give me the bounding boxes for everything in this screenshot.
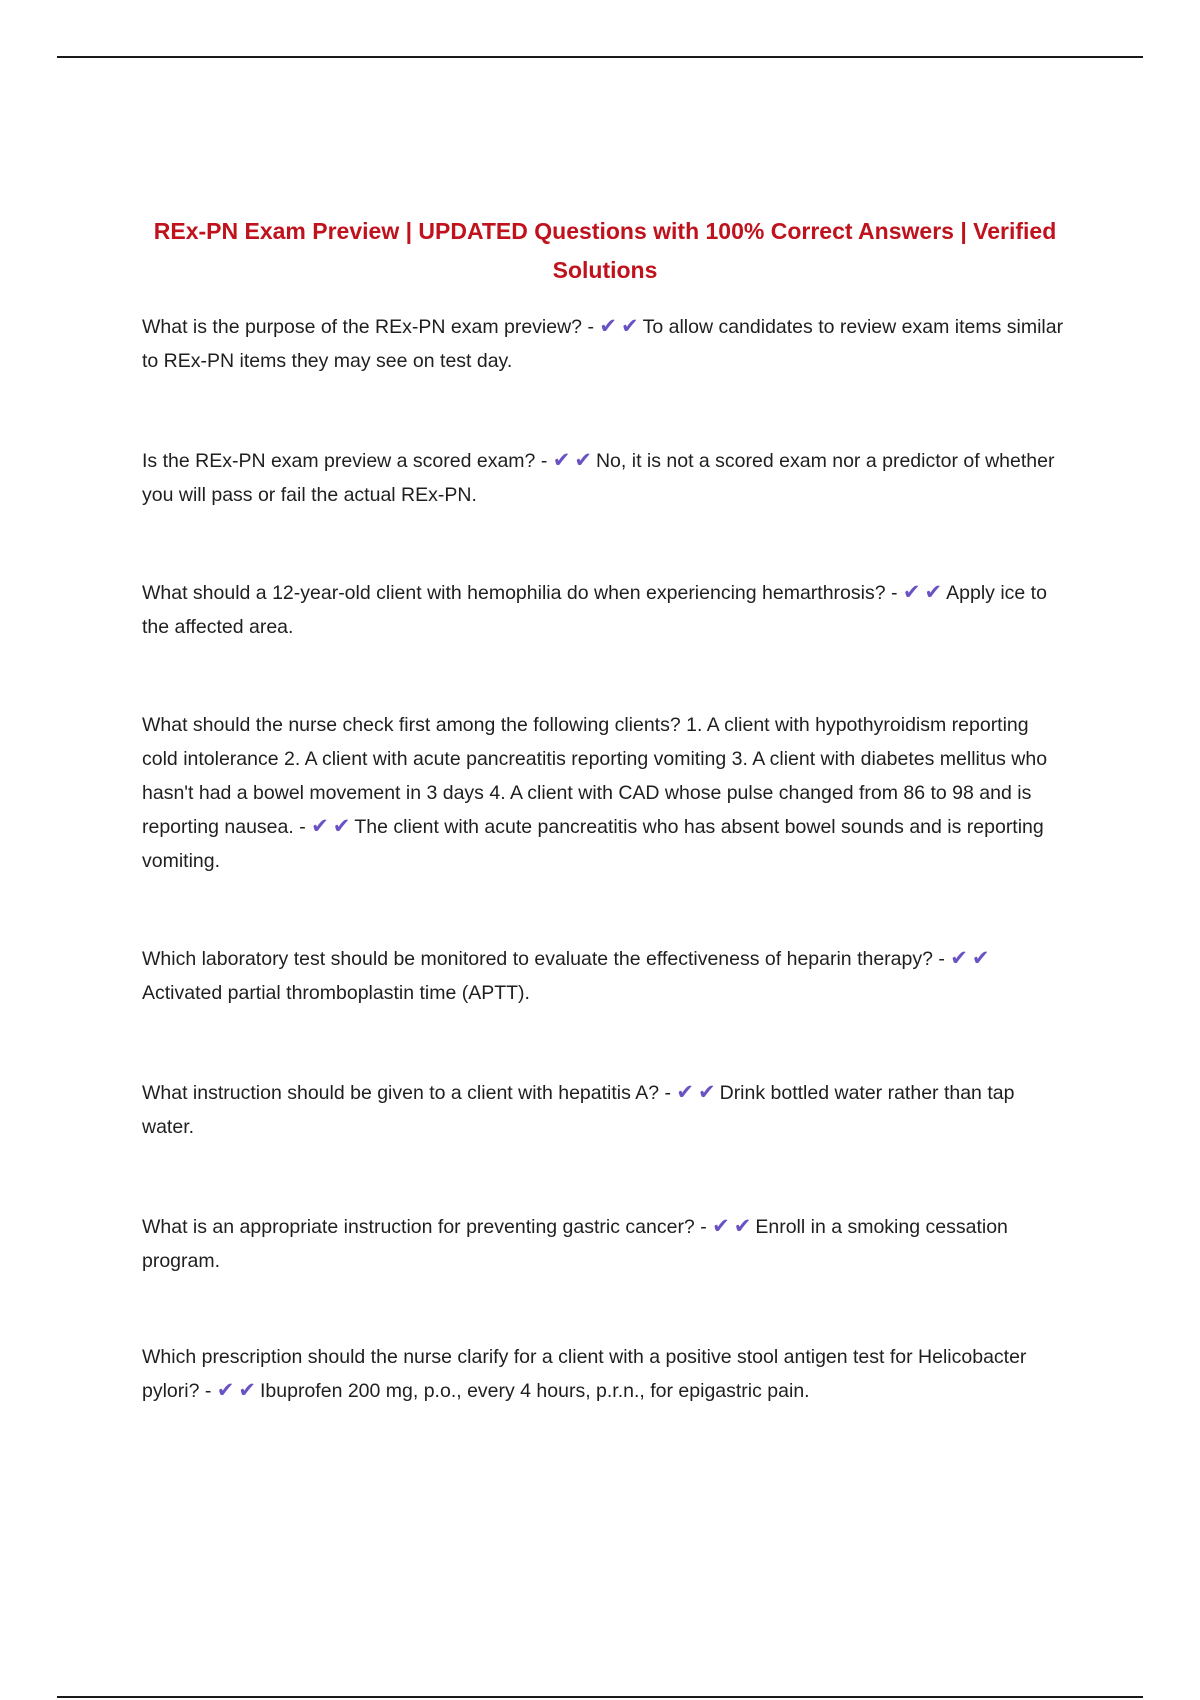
check-mark-icon: ✔ bbox=[552, 449, 571, 472]
question-text: Is the REx-PN exam preview a scored exam? bbox=[142, 450, 536, 472]
separator: - bbox=[659, 1082, 677, 1104]
separator: - bbox=[535, 450, 553, 472]
check-mark-icon: ✔ bbox=[902, 581, 921, 604]
question-text: Which prescription should the nurse clarify for a client with a positive stool antigen test for Helicobacter pylori? bbox=[142, 1346, 1027, 1402]
separator: - bbox=[582, 316, 600, 338]
qa-item bbox=[142, 310, 1068, 378]
separator: - bbox=[199, 1380, 217, 1402]
check-mark-icon: ✔ bbox=[971, 947, 990, 970]
check-mark-icon: ✔ bbox=[332, 815, 351, 838]
qa-item bbox=[142, 942, 1068, 1010]
qa-item bbox=[142, 1210, 1068, 1278]
check-mark-icon: ✔ bbox=[950, 947, 968, 970]
check-mark-icon: ✔ bbox=[924, 581, 943, 604]
check-mark-icon: ✔ bbox=[620, 315, 639, 338]
qa-item bbox=[142, 444, 1068, 512]
separator: - bbox=[293, 816, 312, 838]
separator: - bbox=[932, 948, 951, 970]
qa-item bbox=[142, 708, 1068, 878]
answer-text: Enroll in a smoking cessation program. bbox=[142, 1216, 1008, 1272]
separator: - bbox=[694, 1216, 713, 1238]
answer-text: Apply ice to the affected area. bbox=[142, 582, 1047, 638]
question-text: What should the nurse check first among the following clients? 1. A client with hypothyroidism reporting cold intolerance 2. A client with acute pancreatitis reporting vomiting 3. A client with diabetes mellitus who hasn't had a bowel movement in 3 days 4. A client with CAD whose pulse changed from 86 to 98 and is reporting nausea. bbox=[142, 714, 1048, 838]
question-text: What should a 12-year-old client with hemophilia do when experiencing hemarthrosis? bbox=[142, 582, 886, 604]
question-text: What instruction should be given to a client with hepatitis A? bbox=[142, 1082, 660, 1104]
answer-text: To allow candidates to review exam items similar to REx-PN items they may see on test day. bbox=[142, 316, 1064, 372]
separator: - bbox=[885, 582, 903, 604]
answer-text: Drink bottled water rather than tap water. bbox=[142, 1082, 1015, 1138]
check-mark-icon: ✔ bbox=[216, 1379, 235, 1402]
answer-text: Ibuprofen 200 mg, p.o., every 4 hours, p.r.n., for epigastric pain. bbox=[260, 1380, 810, 1402]
check-mark-icon: ✔ bbox=[676, 1081, 694, 1104]
check-mark-icon: ✔ bbox=[311, 815, 329, 838]
qa-item bbox=[142, 576, 1068, 644]
check-mark-icon: ✔ bbox=[574, 449, 592, 472]
check-mark-icon: ✔ bbox=[733, 1215, 752, 1238]
answer-text: No, it is not a scored exam nor a predictor of whether you will pass or fail the actual REx-PN. bbox=[142, 450, 1055, 506]
check-mark-icon: ✔ bbox=[698, 1081, 716, 1104]
check-mark-icon: ✔ bbox=[599, 315, 617, 338]
document-body bbox=[142, 212, 1068, 1408]
question-text: Which laboratory test should be monitored to evaluate the effectiveness of heparin therapy? bbox=[142, 948, 933, 970]
question-text: What is an appropriate instruction for preventing gastric cancer? bbox=[142, 1216, 695, 1238]
question-text: What is the purpose of the REx-PN exam preview? bbox=[142, 316, 583, 338]
header-rule bbox=[57, 56, 1143, 58]
footer-rule bbox=[57, 1696, 1143, 1698]
qa-item bbox=[142, 1076, 1068, 1144]
document-title: REx-PN Exam Preview | UPDATED Questions with 100% Correct Answers | Verified Solutions bbox=[153, 218, 1057, 283]
check-mark-icon: ✔ bbox=[238, 1379, 257, 1402]
answer-text: Activated partial thromboplastin time (APTT). bbox=[142, 982, 530, 1004]
answer-text: The client with acute pancreatitis who has absent bowel sounds and is reporting vomiting. bbox=[142, 816, 1044, 872]
qa-item bbox=[142, 1340, 1068, 1408]
check-mark-icon: ✔ bbox=[712, 1215, 730, 1238]
